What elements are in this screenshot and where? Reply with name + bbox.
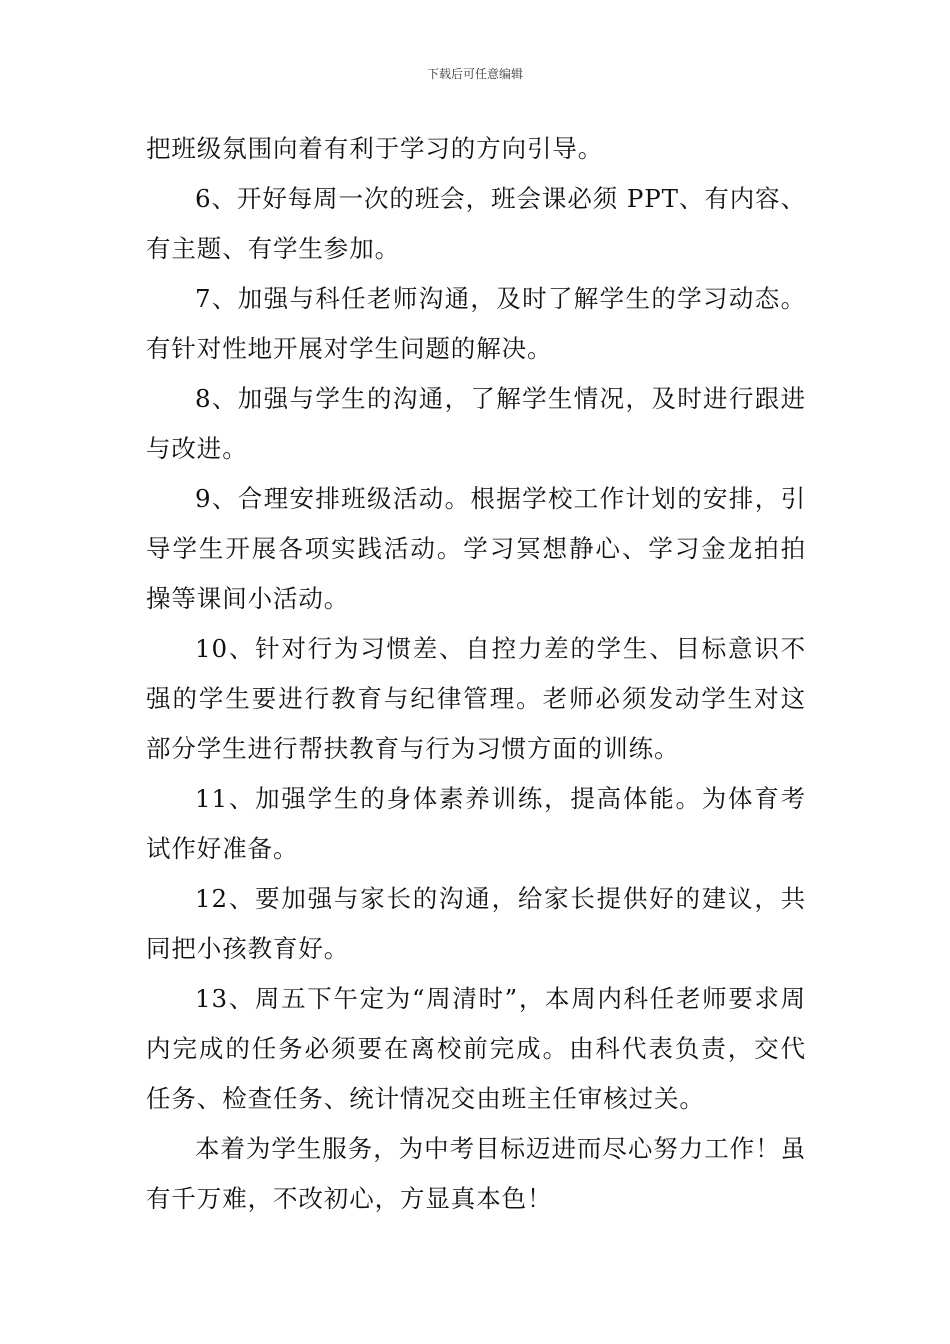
paragraph-item-13: 13、周五下午定为“周清时”，本周内科任老师要求周内完成的任务必须要在离校前完成。由科代表负责，交代任务、检查任务、统计情况交由班主任审核过关。	[146, 984, 806, 1113]
paragraph-item-12: 12、要加强与家长的沟通，给家长提供好的建议，共同把小孩教育好。	[146, 884, 806, 963]
paragraph-item-10: 10、针对行为习惯差、自控力差的学生、目标意识不强的学生要进行教育与纪律管理。老师必须发动学生对这部分学生进行帮扶教育与行为习惯方面的训练。	[146, 634, 806, 763]
paragraph-item-8: 8、加强与学生的沟通，了解学生情况，及时进行跟进与改进。	[146, 384, 806, 463]
page-header: 下载后可任意编辑	[426, 67, 523, 81]
paragraph-item-6: 6、开好每周一次的班会，班会课必须 PPT、有内容、有主题、有学生参加。	[146, 184, 806, 263]
document-body	[146, 124, 806, 1224]
paragraph-item-11: 11、加强学生的身体素养训练，提高体能。为体育考试作好准备。	[146, 784, 806, 863]
paragraph-item-9: 9、合理安排班级活动。根据学校工作计划的安排，引导学生开展各项实践活动。学习冥想静心、学习金龙拍拍操等课间小活动。	[146, 484, 806, 613]
paragraph-continuation: 把班级氛围向着有利于学习的方向引导。	[146, 134, 604, 163]
paragraph-item-7: 7、加强与科任老师沟通，及时了解学生的学习动态。有针对性地开展对学生问题的解决。	[146, 284, 806, 363]
paragraph-closing: 本着为学生服务，为中考目标迈进而尽心努力工作！虽有千万难，不改初心，方显真本色！	[146, 1134, 806, 1213]
